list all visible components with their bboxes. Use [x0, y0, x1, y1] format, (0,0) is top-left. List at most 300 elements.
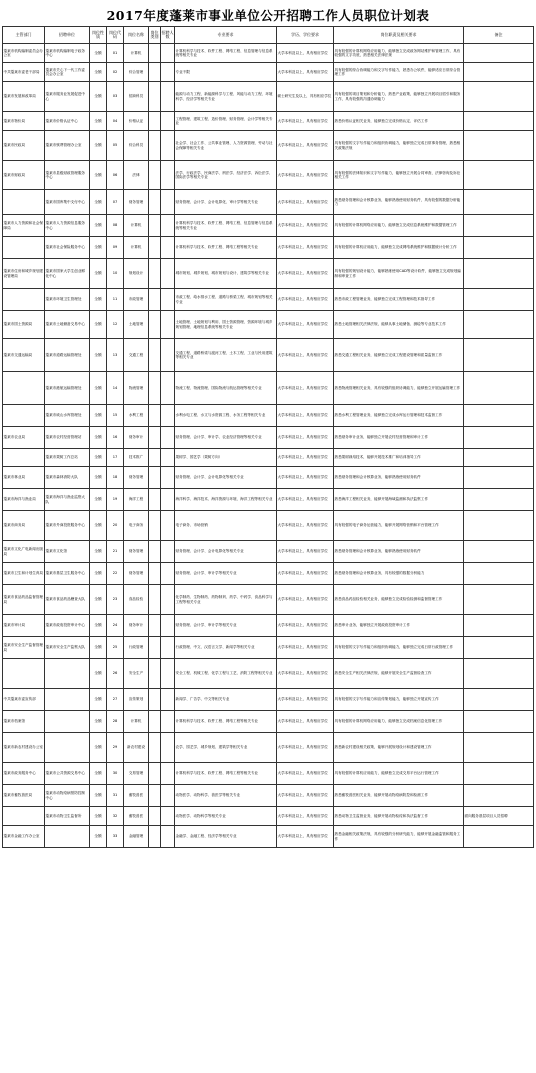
- table-row: [3, 763, 534, 785]
- cell-duty: 熟悉金融相关政策法规，具有较强的分析研究能力，能够开展金融监管和服务工作: [334, 826, 464, 848]
- cell-code: 33: [107, 826, 124, 848]
- cell-post: 土地管理: [124, 311, 149, 339]
- cell-duty: 熟悉市政工程管理业务，能够独立完成工程管理和技术指导工作: [334, 289, 464, 311]
- table-row: [3, 467, 534, 489]
- cell-count: [161, 237, 175, 259]
- cell-code: 15: [107, 405, 124, 427]
- cell-category: [149, 112, 161, 131]
- cell-education: 大学本科及以上，具有相应学位: [277, 563, 334, 585]
- cell-duty: 熟悉海洋工程相关业务，能够开展海域监测和执法监察工作: [334, 489, 464, 511]
- cell-category: [149, 311, 161, 339]
- table-row: [3, 733, 534, 763]
- cell-dept: 蓬莱市交通运输局: [3, 339, 45, 372]
- table-row: [3, 511, 534, 541]
- cell-education: 大学本科及以上，具有相应学位: [277, 807, 334, 826]
- cell-note: [464, 563, 534, 585]
- cell-profession: 土地管理、土地规划与利用、国土资源管理、资源环境与城乡规划管理、地理信息系统等相关专业: [175, 311, 277, 339]
- header-duty: 岗位职责及相关要求: [334, 27, 464, 44]
- cell-category: [149, 826, 161, 848]
- cell-nature: 全额: [90, 541, 107, 563]
- cell-post: 物流管理: [124, 372, 149, 405]
- cell-category: [149, 615, 161, 637]
- cell-education: 大学本科及以上，具有相应学位: [277, 711, 334, 733]
- table-row: [3, 405, 534, 427]
- cell-dept: 蓬莱市发展和改革局: [3, 82, 45, 112]
- cell-dept: 蓬莱市审计局: [3, 615, 45, 637]
- cell-duty: 熟悉食品药品检验相关业务，能够独立完成检验检测和监督管理工作: [334, 585, 464, 615]
- cell-profession: 市政工程、给水排水工程、道路与桥梁工程、城市规划等相关专业: [175, 289, 277, 311]
- cell-note: [464, 585, 534, 615]
- cell-profession: 社会学、社会工作、公共事业管理、人力资源管理、劳动与社会保障等相关专业: [175, 131, 277, 161]
- cell-education: 大学本科及以上，具有相应学位: [277, 615, 334, 637]
- cell-dept: 中共蓬莱市委宣传部: [3, 689, 45, 711]
- cell-category: [149, 427, 161, 449]
- cell-duty: 熟悉土地管理相关法律法规，能够从事土地储备、测绘等专业技术工作: [334, 311, 464, 339]
- cell-unit: [45, 733, 90, 763]
- cell-category: [149, 585, 161, 615]
- cell-duty: 具有较强的计算机应用能力，能够独立完成交易平台运行管理工作: [334, 763, 464, 785]
- cell-note: [464, 311, 534, 339]
- cell-nature: 全额: [90, 826, 107, 848]
- cell-profession: 计算机科学与技术、软件工程、网络工程等相关专业: [175, 711, 277, 733]
- table-row: [3, 215, 534, 237]
- cell-post: 计算机: [124, 237, 149, 259]
- cell-unit: 蓬莱市国库集中支付中心: [45, 190, 90, 215]
- cell-unit: 蓬莱市政府投资审计中心: [45, 615, 90, 637]
- cell-note: [464, 711, 534, 733]
- cell-count: [161, 467, 175, 489]
- cell-dept: 蓬莱市食品药品监督管理局: [3, 585, 45, 615]
- table-row: [3, 489, 534, 511]
- cell-count: [161, 112, 175, 131]
- cell-count: [161, 372, 175, 405]
- cell-code: 26: [107, 659, 124, 689]
- cell-note: [464, 511, 534, 541]
- table-row: [3, 289, 534, 311]
- cell-note: [464, 449, 534, 467]
- table-header-row: [3, 27, 534, 44]
- cell-code: 18: [107, 467, 124, 489]
- cell-post: 畜牧兽医: [124, 807, 149, 826]
- cell-education: 大学本科及以上，具有相应学位: [277, 190, 334, 215]
- cell-note: [464, 405, 534, 427]
- cell-unit: 蓬莱市人力资源信息服务中心: [45, 215, 90, 237]
- cell-note: [464, 372, 534, 405]
- cell-profession: 交通工程、道路桥梁与渡河工程、土木工程、工业与民用建筑等相关专业: [175, 339, 277, 372]
- cell-code: 25: [107, 637, 124, 659]
- cell-unit: 蓬莱市港航运输管理处: [45, 372, 90, 405]
- cell-dept: 蓬莱市物价局: [3, 112, 45, 131]
- cell-count: [161, 563, 175, 585]
- cell-dept: 蓬莱市财政局: [3, 161, 45, 190]
- cell-code: 19: [107, 489, 124, 511]
- cell-count: [161, 785, 175, 807]
- table-row: [3, 161, 534, 190]
- cell-code: 29: [107, 733, 124, 763]
- cell-education: 大学本科及以上，具有相应学位: [277, 405, 334, 427]
- cell-unit: 蓬莱市基层卫生服务中心: [45, 563, 90, 585]
- cell-nature: 全额: [90, 339, 107, 372]
- cell-note: [464, 289, 534, 311]
- header-code: 岗位代码: [107, 27, 124, 44]
- cell-category: [149, 82, 161, 112]
- table-row: [3, 190, 534, 215]
- cell-profession: 财务管理、会计学、会计电算化等相关专业: [175, 467, 277, 489]
- cell-code: 22: [107, 563, 124, 585]
- cell-profession: 计算机科学与技术、软件工程、网络工程等相关专业: [175, 237, 277, 259]
- header-category: 岗位类别: [149, 27, 161, 44]
- cell-category: [149, 711, 161, 733]
- cell-dept: [3, 289, 45, 311]
- header-education: 学历、学位要求: [277, 27, 334, 44]
- cell-education: 大学本科及以上，具有相应学位: [277, 733, 334, 763]
- cell-code: 01: [107, 44, 124, 63]
- cell-post: 市政管理: [124, 289, 149, 311]
- cell-note: [464, 131, 534, 161]
- cell-profession: 动物医学、动物科学等相关专业: [175, 807, 277, 826]
- cell-nature: 全额: [90, 372, 107, 405]
- cell-count: [161, 405, 175, 427]
- table-row: [3, 711, 534, 733]
- table-row: [3, 237, 534, 259]
- cell-profession: 财务管理、会计学、审计学等相关专业: [175, 563, 277, 585]
- cell-post: 水利工程: [124, 405, 149, 427]
- cell-education: 大学本科及以上，具有相应学位: [277, 659, 334, 689]
- cell-post: 电子商务: [124, 511, 149, 541]
- cell-note: [464, 339, 534, 372]
- cell-unit: 蓬莱市国家大学生创业孵化中心: [45, 259, 90, 289]
- cell-profession: 财务管理、会计学、会计电算化、审计学等相关专业: [175, 190, 277, 215]
- table-body: [3, 44, 534, 848]
- cell-count: [161, 511, 175, 541]
- cell-duty: 具有较强的计算机网络应用能力，能够独立完成档案信息化管理工作: [334, 711, 464, 733]
- cell-count: [161, 215, 175, 237]
- cell-profession: 专业不限: [175, 63, 277, 82]
- cell-note: [464, 659, 534, 689]
- cell-duty: 熟悉财务管理和会计核算业务，能够熟练使用财务软件，具有较强的数据分析能力: [334, 190, 464, 215]
- cell-dept: 蓬莱市档案馆: [3, 711, 45, 733]
- cell-code: 21: [107, 541, 124, 563]
- cell-profession: 电子商务、市场营销: [175, 511, 277, 541]
- cell-dept: 蓬莱市安全生产监督管理局: [3, 637, 45, 659]
- cell-unit: 蓬莱市农村经营管理站: [45, 427, 90, 449]
- cell-post: 价格认证: [124, 112, 149, 131]
- cell-count: [161, 585, 175, 615]
- cell-post: 畜牧兽医: [124, 785, 149, 807]
- cell-category: [149, 659, 161, 689]
- cell-category: [149, 161, 161, 190]
- cell-dept: 蓬莱市新农村建设办公室: [3, 733, 45, 763]
- cell-code: 17: [107, 449, 124, 467]
- cell-post: 食品检验: [124, 585, 149, 615]
- cell-profession: 计算机科学与技术、软件工程、网络工程、信息管理与信息系统等相关专业: [175, 44, 277, 63]
- cell-profession: 计算机科学与技术、软件工程、网络工程等相关专业: [175, 763, 277, 785]
- table-row: [3, 659, 534, 689]
- table-row: [3, 807, 534, 826]
- cell-code: 12: [107, 311, 124, 339]
- cell-category: [149, 44, 161, 63]
- cell-note: [464, 112, 534, 131]
- cell-education: 大学本科及以上，具有相应学位: [277, 826, 334, 848]
- cell-count: [161, 63, 175, 82]
- cell-note: [464, 467, 534, 489]
- cell-nature: 全额: [90, 215, 107, 237]
- cell-dept: 蓬莱市畜牧兽医局: [3, 785, 45, 807]
- cell-profession: 物流工程、物流管理、国际物流与航运管理等相关专业: [175, 372, 277, 405]
- cell-dept: [3, 807, 45, 826]
- cell-note: [464, 82, 534, 112]
- cell-education: 大学本科及以上，具有相应学位: [277, 259, 334, 289]
- cell-duty: 熟悉水利工程管理业务，能够独立完成水库运行管理和技术监督工作: [334, 405, 464, 427]
- cell-category: [149, 259, 161, 289]
- cell-category: [149, 449, 161, 467]
- cell-count: [161, 190, 175, 215]
- cell-dept: 蓬莱市人力资源和社会保障局: [3, 215, 45, 237]
- cell-category: [149, 237, 161, 259]
- cell-profession: 安全工程、机械工程、化学工程与工艺、消防工程等相关专业: [175, 659, 277, 689]
- cell-category: [149, 733, 161, 763]
- cell-unit: 蓬莱市公共资源交易中心: [45, 763, 90, 785]
- cell-code: 14: [107, 372, 124, 405]
- cell-note: [464, 733, 534, 763]
- cell-nature: 全额: [90, 489, 107, 511]
- header-note: 备注: [464, 27, 534, 44]
- cell-profession: 水利水电工程、水文与水资源工程、水务工程等相关专业: [175, 405, 277, 427]
- cell-category: [149, 289, 161, 311]
- cell-count: [161, 763, 175, 785]
- cell-count: [161, 489, 175, 511]
- cell-duty: 具有较强的计算机网络应用能力，能够独立完成信息系统维护和数据管理工作: [334, 215, 464, 237]
- cell-unit: 蓬莱市戚山水库管理处: [45, 405, 90, 427]
- cell-dept: 蓬莱市住房和城乡规划建设管理局: [3, 259, 45, 289]
- cell-education: 大学本科及以上，具有相应学位: [277, 763, 334, 785]
- cell-unit: 蓬莱市环境卫生管理处: [45, 289, 90, 311]
- cell-duty: 熟悉财务管理和会计核算业务，能够熟练使用财务软件: [334, 541, 464, 563]
- table-row: [3, 563, 534, 585]
- cell-dept: 蓬莱市国土资源局: [3, 311, 45, 339]
- cell-nature: 全额: [90, 190, 107, 215]
- cell-education: 大学本科及以上，具有相应学位: [277, 44, 334, 63]
- cell-duty: 具有较强的文字写作能力和组织协调能力，能够独立完成日常行政管理工作: [334, 637, 464, 659]
- cell-education: 大学本科及以上，具有相应学位: [277, 637, 334, 659]
- cell-education: 大学本科及以上，具有相应学位: [277, 467, 334, 489]
- cell-note: [464, 689, 534, 711]
- cell-unit: 蓬莱市动物疫病预防控制中心: [45, 785, 90, 807]
- page-title: 2017年度蓬莱市事业单位公开招聘工作人员职位计划表: [106, 8, 430, 23]
- cell-education: 大学本科及以上，具有相应学位: [277, 311, 334, 339]
- cell-profession: 工程管理、建筑工程、造价管理、财务管理、会计学等相关专业: [175, 112, 277, 131]
- cell-category: [149, 763, 161, 785]
- cell-count: [161, 449, 175, 467]
- cell-count: [161, 659, 175, 689]
- cell-education: 大学本科及以上，具有相应学位: [277, 161, 334, 190]
- cell-duty: 熟悉财务审计业务，能够独立开展农村经营管理和审计工作: [334, 427, 464, 449]
- table-row: [3, 131, 534, 161]
- cell-note: [464, 237, 534, 259]
- cell-code: 28: [107, 711, 124, 733]
- cell-note: [464, 541, 534, 563]
- cell-nature: 全额: [90, 689, 107, 711]
- cell-count: [161, 44, 175, 63]
- cell-count: [161, 82, 175, 112]
- table-row: [3, 585, 534, 615]
- cell-note: [464, 427, 534, 449]
- header-dept: 主管部门: [3, 27, 45, 44]
- header-nature: 岗位性质: [90, 27, 107, 44]
- cell-dept: 蓬莱市金融工作办公室: [3, 826, 45, 848]
- cell-category: [149, 511, 161, 541]
- cell-category: [149, 339, 161, 372]
- cell-duty: 熟悉畜牧兽医相关业务，能够开展动物疫病防控和检测工作: [334, 785, 464, 807]
- cell-note: [464, 215, 534, 237]
- cell-post: 新农村建设: [124, 733, 149, 763]
- cell-count: [161, 637, 175, 659]
- cell-nature: 全额: [90, 427, 107, 449]
- table-row: [3, 311, 534, 339]
- cell-count: [161, 259, 175, 289]
- cell-duty: 熟悉财务管理和会计核算业务，具有较强的数据分析能力: [334, 563, 464, 585]
- cell-education: 大学本科及以上，具有相应学位: [277, 372, 334, 405]
- cell-code: 09: [107, 237, 124, 259]
- cell-nature: 全额: [90, 289, 107, 311]
- cell-post: 宣传策划: [124, 689, 149, 711]
- cell-post: 交易管理: [124, 763, 149, 785]
- cell-category: [149, 541, 161, 563]
- cell-nature: 全额: [90, 237, 107, 259]
- cell-code: 03: [107, 82, 124, 112]
- cell-code: 27: [107, 689, 124, 711]
- cell-nature: 全额: [90, 763, 107, 785]
- cell-post: 交通工程: [124, 339, 149, 372]
- cell-code: 08: [107, 215, 124, 237]
- cell-nature: 全额: [90, 785, 107, 807]
- cell-unit: 蓬莱市殡葬管理办公室: [45, 131, 90, 161]
- cell-duty: 具有较强的综合协调能力和文字写作能力，熟悉办公软件，能够适应日常综合管理工作: [334, 63, 464, 82]
- cell-code: 32: [107, 807, 124, 826]
- cell-post: 计算机: [124, 44, 149, 63]
- cell-note: [464, 637, 534, 659]
- cell-nature: 全额: [90, 44, 107, 63]
- cell-dept: 蓬莱市海洋与渔业局: [3, 489, 45, 511]
- cell-note: [464, 161, 534, 190]
- table-row: [3, 541, 534, 563]
- table-row: [3, 615, 534, 637]
- cell-code: 07: [107, 190, 124, 215]
- cell-nature: 全额: [90, 112, 107, 131]
- cell-category: [149, 637, 161, 659]
- cell-note: [464, 63, 534, 82]
- cell-education: 大学本科及以上，具有相应学位: [277, 511, 334, 541]
- cell-dept: [3, 372, 45, 405]
- table-row: [3, 637, 534, 659]
- cell-post: 计算机: [124, 215, 149, 237]
- cell-nature: 全额: [90, 82, 107, 112]
- cell-dept: [3, 659, 45, 689]
- cell-education: 大学本科及以上，具有相应学位: [277, 449, 334, 467]
- cell-post: 财务管理: [124, 563, 149, 585]
- cell-unit: [45, 659, 90, 689]
- cell-unit: 蓬莱市食品药品稽查大队: [45, 585, 90, 615]
- cell-profession: 计算机科学与技术、软件工程、网络工程、信息管理与信息系统等相关专业: [175, 215, 277, 237]
- cell-duty: 具有较强的文字写作能力和宣传策划能力，能够独立开展宣传工作: [334, 689, 464, 711]
- cell-note: [464, 763, 534, 785]
- cell-category: [149, 563, 161, 585]
- cell-post: 财务审计: [124, 615, 149, 637]
- cell-dept: 蓬莱市文化广电新闻出版局: [3, 541, 45, 563]
- cell-nature: 全额: [90, 563, 107, 585]
- cell-education: 大学本科及以上，具有相应学位: [277, 489, 334, 511]
- cell-dept: [3, 449, 45, 467]
- cell-profession: 金融学、金融工程、经济学等相关专业: [175, 826, 277, 848]
- cell-post: 财务管理: [124, 541, 149, 563]
- cell-nature: 全额: [90, 711, 107, 733]
- cell-unit: 蓬莱市县级财政管理服务中心: [45, 161, 90, 190]
- cell-nature: 全额: [90, 131, 107, 161]
- cell-code: 24: [107, 615, 124, 637]
- cell-education: 大学本科及以上，具有相应学位: [277, 585, 334, 615]
- cell-nature: 全额: [90, 511, 107, 541]
- cell-count: [161, 289, 175, 311]
- cell-dept: 蓬莱市卫生和计划生育局: [3, 563, 45, 585]
- cell-note: [464, 615, 534, 637]
- header-count: 招聘人数: [161, 27, 175, 44]
- cell-education: 大学本科及以上，具有相应学位: [277, 112, 334, 131]
- cell-duty: 熟悉物流管理相关业务，具有较强的组织协调能力，能够独立开展运输管理工作: [334, 372, 464, 405]
- cell-count: [161, 339, 175, 372]
- cell-duty: 熟悉安全生产相关法律法规，能够开展安全生产监督检查工作: [334, 659, 464, 689]
- cell-education: 大学本科及以上，具有相应学位: [277, 237, 334, 259]
- cell-unit: [45, 711, 90, 733]
- cell-category: [149, 215, 161, 237]
- cell-note: 面向服务基层项目人员招聘: [464, 807, 534, 826]
- cell-nature: 全额: [90, 733, 107, 763]
- cell-unit: 蓬莱市服务业发展促进中心: [45, 82, 90, 112]
- cell-education: 大学本科及以上，具有相应学位: [277, 215, 334, 237]
- cell-post: 财务审计: [124, 427, 149, 449]
- cell-education: 大学本科及以上，具有相应学位: [277, 339, 334, 372]
- cell-note: [464, 190, 534, 215]
- cell-unit: 蓬莱市价格认证中心: [45, 112, 90, 131]
- cell-duty: 具有较强的文字写作能力和组织协调能力，能够独立完成日常事务管理，熟悉相关政策法规: [334, 131, 464, 161]
- cell-post: 金融管理: [124, 826, 149, 848]
- cell-unit: 蓬莱市果树工作总站: [45, 449, 90, 467]
- cell-unit: 蓬莱市安全生产监察大队: [45, 637, 90, 659]
- cell-unit: 蓬莱市关心下一代工作委员会办公室: [45, 63, 90, 82]
- cell-education: 大学本科及以上，具有相应学位: [277, 63, 334, 82]
- cell-code: 23: [107, 585, 124, 615]
- cell-post: 综合科员: [124, 131, 149, 161]
- cell-post: 海洋工程: [124, 489, 149, 511]
- cell-duty: 熟悉价格认证相关业务，能够独立完成价格认定、评估工作: [334, 112, 464, 131]
- cell-dept: 蓬莱市农业局: [3, 427, 45, 449]
- cell-profession: 财务管理、会计学、审计学等相关专业: [175, 615, 277, 637]
- cell-post: 计算机: [124, 711, 149, 733]
- cell-code: 30: [107, 763, 124, 785]
- cell-duty: 具有较强的电子商务运营能力，能够开展网络营销和平台管理工作: [334, 511, 464, 541]
- cell-education: 大学本科及以上，具有相应学位: [277, 785, 334, 807]
- cell-profession: 海洋科学、海洋技术、海洋资源与环境、海洋工程等相关专业: [175, 489, 277, 511]
- cell-unit: 蓬莱市土地储备交易中心: [45, 311, 90, 339]
- table-row: [3, 449, 534, 467]
- cell-category: [149, 131, 161, 161]
- cell-nature: 全额: [90, 807, 107, 826]
- cell-education: 大学本科及以上，具有相应学位: [277, 541, 334, 563]
- cell-dept: 蓬莱市林业局: [3, 467, 45, 489]
- table-row: [3, 826, 534, 848]
- cell-dept: [3, 190, 45, 215]
- cell-profession: 动物医学、动物科学、兽医学等相关专业: [175, 785, 277, 807]
- cell-profession: 化学制药、生物制药、药物制剂、药学、中药学、食品科学与工程等相关专业: [175, 585, 277, 615]
